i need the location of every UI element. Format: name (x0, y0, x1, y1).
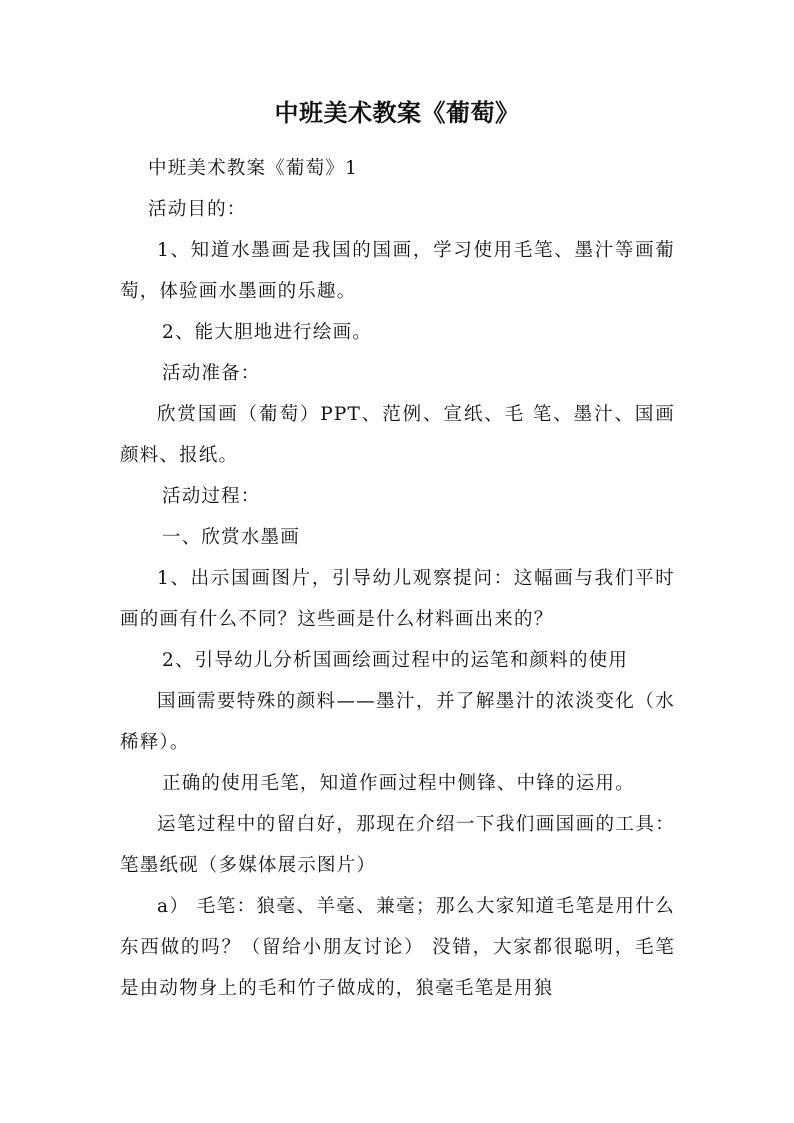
paragraph-heading-process: 活动过程： (162, 486, 261, 507)
paragraph-heading-goals: 活动目的： (148, 199, 247, 220)
paragraph-goal-2: 2、能大胆地进行绘画。 (162, 322, 372, 343)
paragraph-brush-usage: 正确的使用毛笔，知道作画过程中侧锋、中锋的运用。 (162, 773, 635, 794)
paragraph-ink: 国画需要特殊的颜料——墨汁，并了解墨汁的浓淡变化（水稀释）。 (120, 691, 675, 753)
paragraph-brush: a） 毛笔：狼毫、羊毫、兼毫；那么大家知道毛笔是用什么东西做的吗？（留给小朋友讨论） 没错，大家都很聪明，毛笔是由动物身上的毛和竹子做成的，狼毫毛笔是用狼 (120, 896, 675, 999)
document-title: 中班美术教案《葡萄》 (274, 99, 520, 127)
paragraph-step-1: 1、出示国画图片，引导幼儿观察提问：这幅画与我们平时画的画有什么不同？这些画是什么材料画出来的？ (120, 568, 675, 630)
paragraph-tools: 运笔过程中的留白好，那现在介绍一下我们画国画的工具：笔墨纸砚（多媒体展示图片） (120, 814, 675, 876)
paragraph-heading-preparation: 活动准备： (162, 363, 261, 384)
paragraph-step-2: 2、引导幼儿分析国画绘画过程中的运笔和颜料的使用 (162, 650, 629, 671)
paragraph-subtitle: 中班美术教案《葡萄》1 (148, 158, 358, 179)
document-body (120, 148, 675, 1009)
paragraph-goal-1: 1、知道水墨画是我国的国画，学习使用毛笔、墨汁等画葡萄，体验画水墨画的乐趣。 (120, 240, 675, 302)
paragraph-preparation: 欣赏国画（葡萄）PPT、范例、宣纸、毛 笔、墨汁、国画颜料、报纸。 (120, 404, 675, 466)
paragraph-section-1: 一、欣赏水墨画 (162, 527, 300, 548)
